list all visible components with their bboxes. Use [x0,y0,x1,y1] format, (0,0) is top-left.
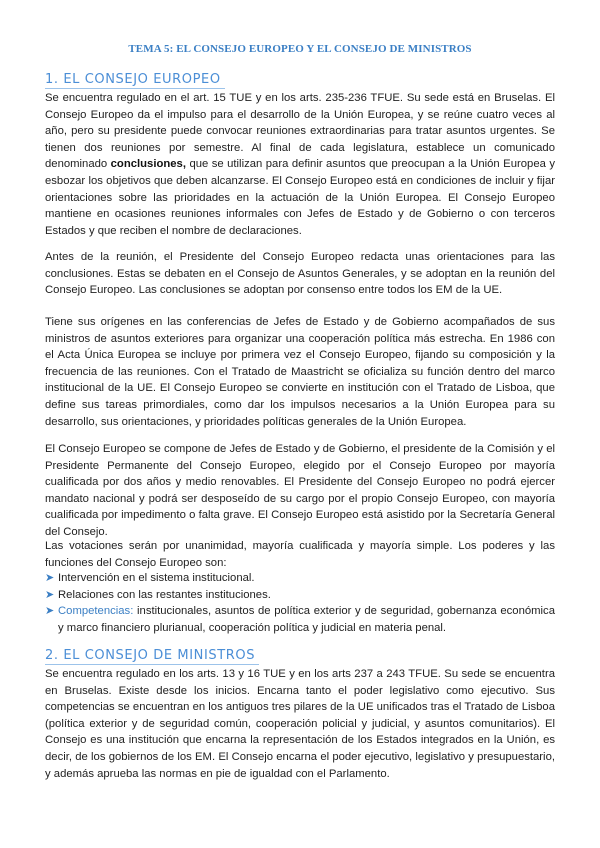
functions-list [45,570,555,636]
section-2-heading-underline [45,664,259,665]
arrow-bullet-icon: ➤ [45,588,55,601]
section-1-paragraph-4: El Consejo Europeo se compone de Jefes de Estado y de Gobierno, el presidente de la Comisión y el Presidente Permanente del Consejo Europeo, elegido por el Consejo Europeo por mayoría cualificada por dos años y medio renovables. El Presidente del Consejo Europeo no podrá ejercer mandato nacional y podrá ser desposeído de su cargo por el propio Consejo Europeo, con mayoría cualificada por impedimento o falta grave. El Consejo Europeo está asistido por la Secretaría General del Consejo. [45,443,555,538]
section-1-paragraph-3: Tiene sus orígenes en las conferencias de Jefes de Estado y de Gobierno acompañados de sus ministros de asuntos exteriores para organizar una cooperación política más estrecha. En 1986 con el Acta Única Europea se incluye por primera vez el Consejo Europeo, fijando su composición y la frecuencia de las reuniones. Con el Tratado de Maastricht se oficializa su función dentro del marco institucional de la UE. El Consejo Europeo se convierte en institución con el Tratado de Lisboa, que define sus tareas primordiales, como dar los impulsos necesarios a la Unión Europea para su desarrollo, sus orientaciones, y prioridades políticas generales de la Unión Europea. [45,316,555,428]
list-item [45,603,555,636]
paragraph-text: Se encuentra regulado en el art. 15 TUE y en los arts. 235-236 TFUE. Su sede está en Bruselas. El Consejo Europeo da el impulso para el desarrollo de la Unión Europea, y se reúne cuatro veces al año, pero su presidente puede convocar reuniones extraordinarias para tratar asuntos urgentes. Se tienen dos reuniones por semestre. Al final de cada legislatura, establece un comunicado denominado [45,92,555,171]
list-item-text: Intervención en el sistema institucional. [58,572,255,584]
list-item-text: institucionales, asuntos de política exterior y de seguridad, gobernanza económica y marco financiero plurianual, cooperación política y judicial en materia penal. [58,605,555,634]
list-item-text: Relaciones con las restantes instituciones. [58,588,271,601]
section-1-paragraph-5: Las votaciones serán por unanimidad, mayoría cualificada y mayoría simple. Los poderes y las funciones del Consejo Europeo son: [45,540,555,569]
section-1-paragraph-1 [45,90,555,239]
paragraph-text: que se utilizan para definir asuntos que preocupan a la Unión Europea y esbozar los objetivos que deben alcanzarse. El Consejo Europeo está en condiciones de incluir y fijar orientaciones sobre las prioridades en la actuación de la Unión Europea. El Consejo Europeo mantiene en ocasiones reuniones informales con Jefes de Estado y de Gobierno o con terceros Estados y que reciben el nombre de declaraciones. [45,158,555,237]
section-1-heading-text: 1. EL CONSEJO EUROPEO [45,72,221,87]
list-item [45,587,555,604]
section-2-heading-text: 2. EL CONSEJO DE MINISTROS [45,648,256,663]
list-item [45,570,555,587]
competencias-label: Competencias: [58,605,134,618]
section-1-heading-underline [45,88,225,89]
arrow-bullet-icon: ➤ [45,572,55,584]
arrow-bullet-icon: ➤ [45,605,55,618]
section-2-paragraph-1: Se encuentra regulado en los arts. 13 y 16 TUE y en los arts 237 a 243 TFUE. Su sede se encuentra en Bruselas. Existe desde los inicios. Encarna tanto el poder legislativo como ejecutivo. Sus competencias se encuentran en los antiguos tres pilares de la UE unificados tras el Tratado de Lisboa (política exterior y de seguridad común, cooperación policial y judicial, y asuntos comunitarios). El Consejo es una institución que encarna la representación de los Estados integrados en la Unión, es decir, de los gobiernos de los EM. El Consejo encarna el poder ejecutivo, legislativo y presupuestario, y además aprueba las normas en pie de igualdad con el Parlamento. [45,668,555,780]
document-title: TEMA 5: EL CONSEJO EUROPEO Y EL CONSEJO DE MINISTROS [128,43,472,55]
conclusiones-term: conclusiones, [110,158,186,171]
section-1-paragraph-2: Antes de la reunión, el Presidente del Consejo Europeo redacta unas orientaciones para las conclusiones. Estas se debaten en el Consejo de Asuntos Generales, y se adoptan en la reunión del Consejo Europeo. Las conclusiones se adoptan por consenso entre todos los EM de la UE. [45,251,555,297]
section-1-heading [45,72,221,87]
section-2-heading [45,648,255,663]
